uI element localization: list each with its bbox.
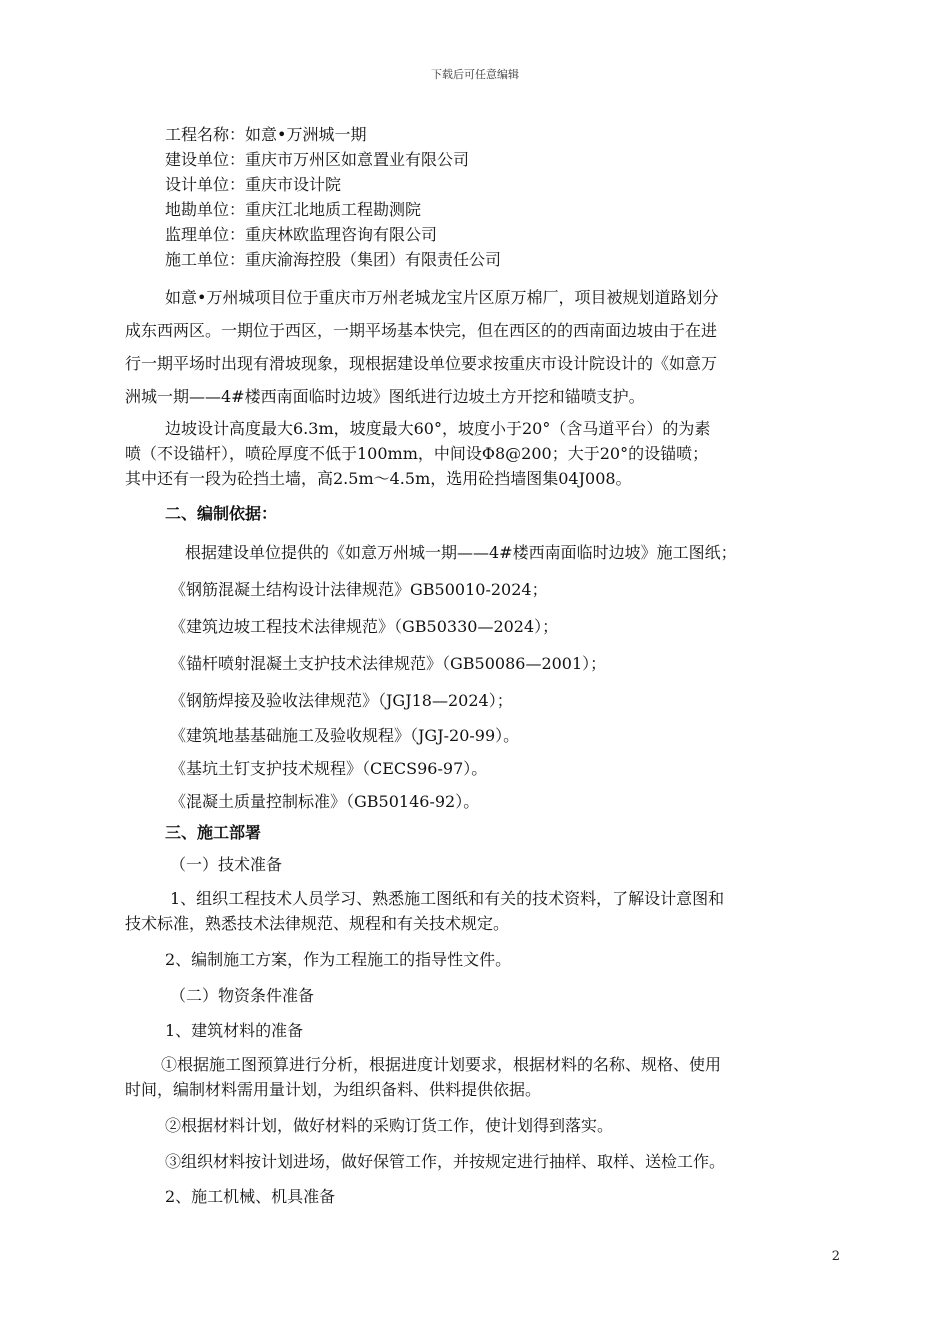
reference-intro: 根据建设单位提供的《如意万州城一期——4#楼西南面临时边坡》施工图纸； — [185, 543, 737, 562]
survey-line: 地勘单位：重庆江北地质工程勘测院 — [165, 200, 422, 219]
client-line: 建设单位：重庆市万州区如意置业有限公司 — [165, 150, 470, 169]
overview-paragraph-2 — [125, 416, 837, 491]
text-line: 喷（不设锚杆），喷砼厚度不低于100mm，中间设Φ8@200；大于20°的设锚喷； — [125, 444, 709, 463]
contractor-line: 施工单位：重庆渝海控股（集团）有限责任公司 — [165, 250, 502, 269]
material-item-1 — [125, 1052, 837, 1102]
material-item-3: ③组织材料按计划进场，做好保管工作，并按规定进行抽样、取样、送检工作。 — [165, 1152, 726, 1171]
text-line: 成东西两区。一期位于西区，一期平场基本快完，但在西区的的西南面边坡由于在进 — [125, 321, 718, 340]
subsection-material-prep: （二）物资条件准备 — [170, 986, 315, 1005]
material-heading: 1、建筑材料的准备 — [165, 1021, 304, 1040]
reference-item: 《建筑边坡工程技术法律规范》（GB50330—2024）； — [170, 617, 559, 636]
overview-paragraph-1 — [125, 281, 837, 413]
reference-list — [125, 534, 837, 818]
reference-item: 《钢筋焊接及验收法律规范》（JGJ18—2024）； — [170, 691, 513, 710]
reference-item: 《混凝土质量控制标准》（GB50146-92）。 — [170, 792, 480, 811]
text-line: 其中还有一段为砼挡土墙，高2.5m～4.5m，选用砼挡墙图集04J008。 — [125, 469, 632, 488]
text-line: 如意•万州城项目位于重庆市万州老城龙宝片区原万棉厂，项目被规划道路划分 — [165, 288, 719, 307]
section-3-heading: 三、施工部署 — [165, 823, 262, 842]
page-number: 2 — [831, 1249, 840, 1264]
text-line: 技术标准，熟悉技术法律规范、规程和有关技术规定。 — [125, 914, 510, 933]
section-2-heading: 二、编制依据： — [165, 504, 278, 523]
reference-item: 《基坑土钉支护技术规程》（CECS96-97）。 — [170, 759, 488, 778]
text-line: 时间，编制材料需用量计划，为组织备料、供料提供依据。 — [125, 1080, 542, 1099]
text-line: 洲城一期——4#楼西南面临时边坡》图纸进行边坡土方开挖和锚喷支护。 — [125, 387, 645, 406]
material-item-2: ②根据材料计划，做好材料的采购订货工作，使计划得到落实。 — [165, 1116, 614, 1135]
technical-item-2: 2、编制施工方案，作为工程施工的指导性文件。 — [165, 950, 512, 969]
project-name-line: 工程名称：如意•万洲城一期 — [165, 125, 367, 144]
reference-item: 《锚杆喷射混凝土支护技术法律规范》（GB50086—2001）； — [170, 654, 607, 673]
project-info — [125, 122, 837, 272]
subsection-technical-prep: （一）技术准备 — [170, 855, 283, 874]
designer-line: 设计单位：重庆市设计院 — [165, 175, 342, 194]
supervisor-line: 监理单位：重庆林欧监理咨询有限公司 — [165, 225, 438, 244]
document-body — [125, 122, 837, 1214]
text-line: 行一期平场时出现有滑坡现象，现根据建设单位要求按重庆市设计院设计的《如意万 — [125, 354, 718, 373]
text-line: ①根据施工图预算进行分析，根据进度计划要求，根据材料的名称、规格、使用 — [161, 1055, 722, 1074]
reference-item: 《钢筋混凝土结构设计法律规范》GB50010-2024； — [170, 580, 548, 599]
text-line: 边坡设计高度最大6.3m，坡度最大60°，坡度小于20°（含马道平台）的为素 — [165, 419, 711, 438]
page-header: 下载后可任意编辑 — [431, 68, 519, 81]
text-line: 1、组织工程技术人员学习、熟悉施工图纸和有关的技术资料，了解设计意图和 — [170, 889, 725, 908]
technical-item-1 — [125, 886, 837, 936]
machinery-heading: 2、施工机械、机具准备 — [165, 1187, 336, 1206]
reference-item: 《建筑地基基础施工及验收规程》（JGJ-20-99）。 — [170, 726, 520, 745]
